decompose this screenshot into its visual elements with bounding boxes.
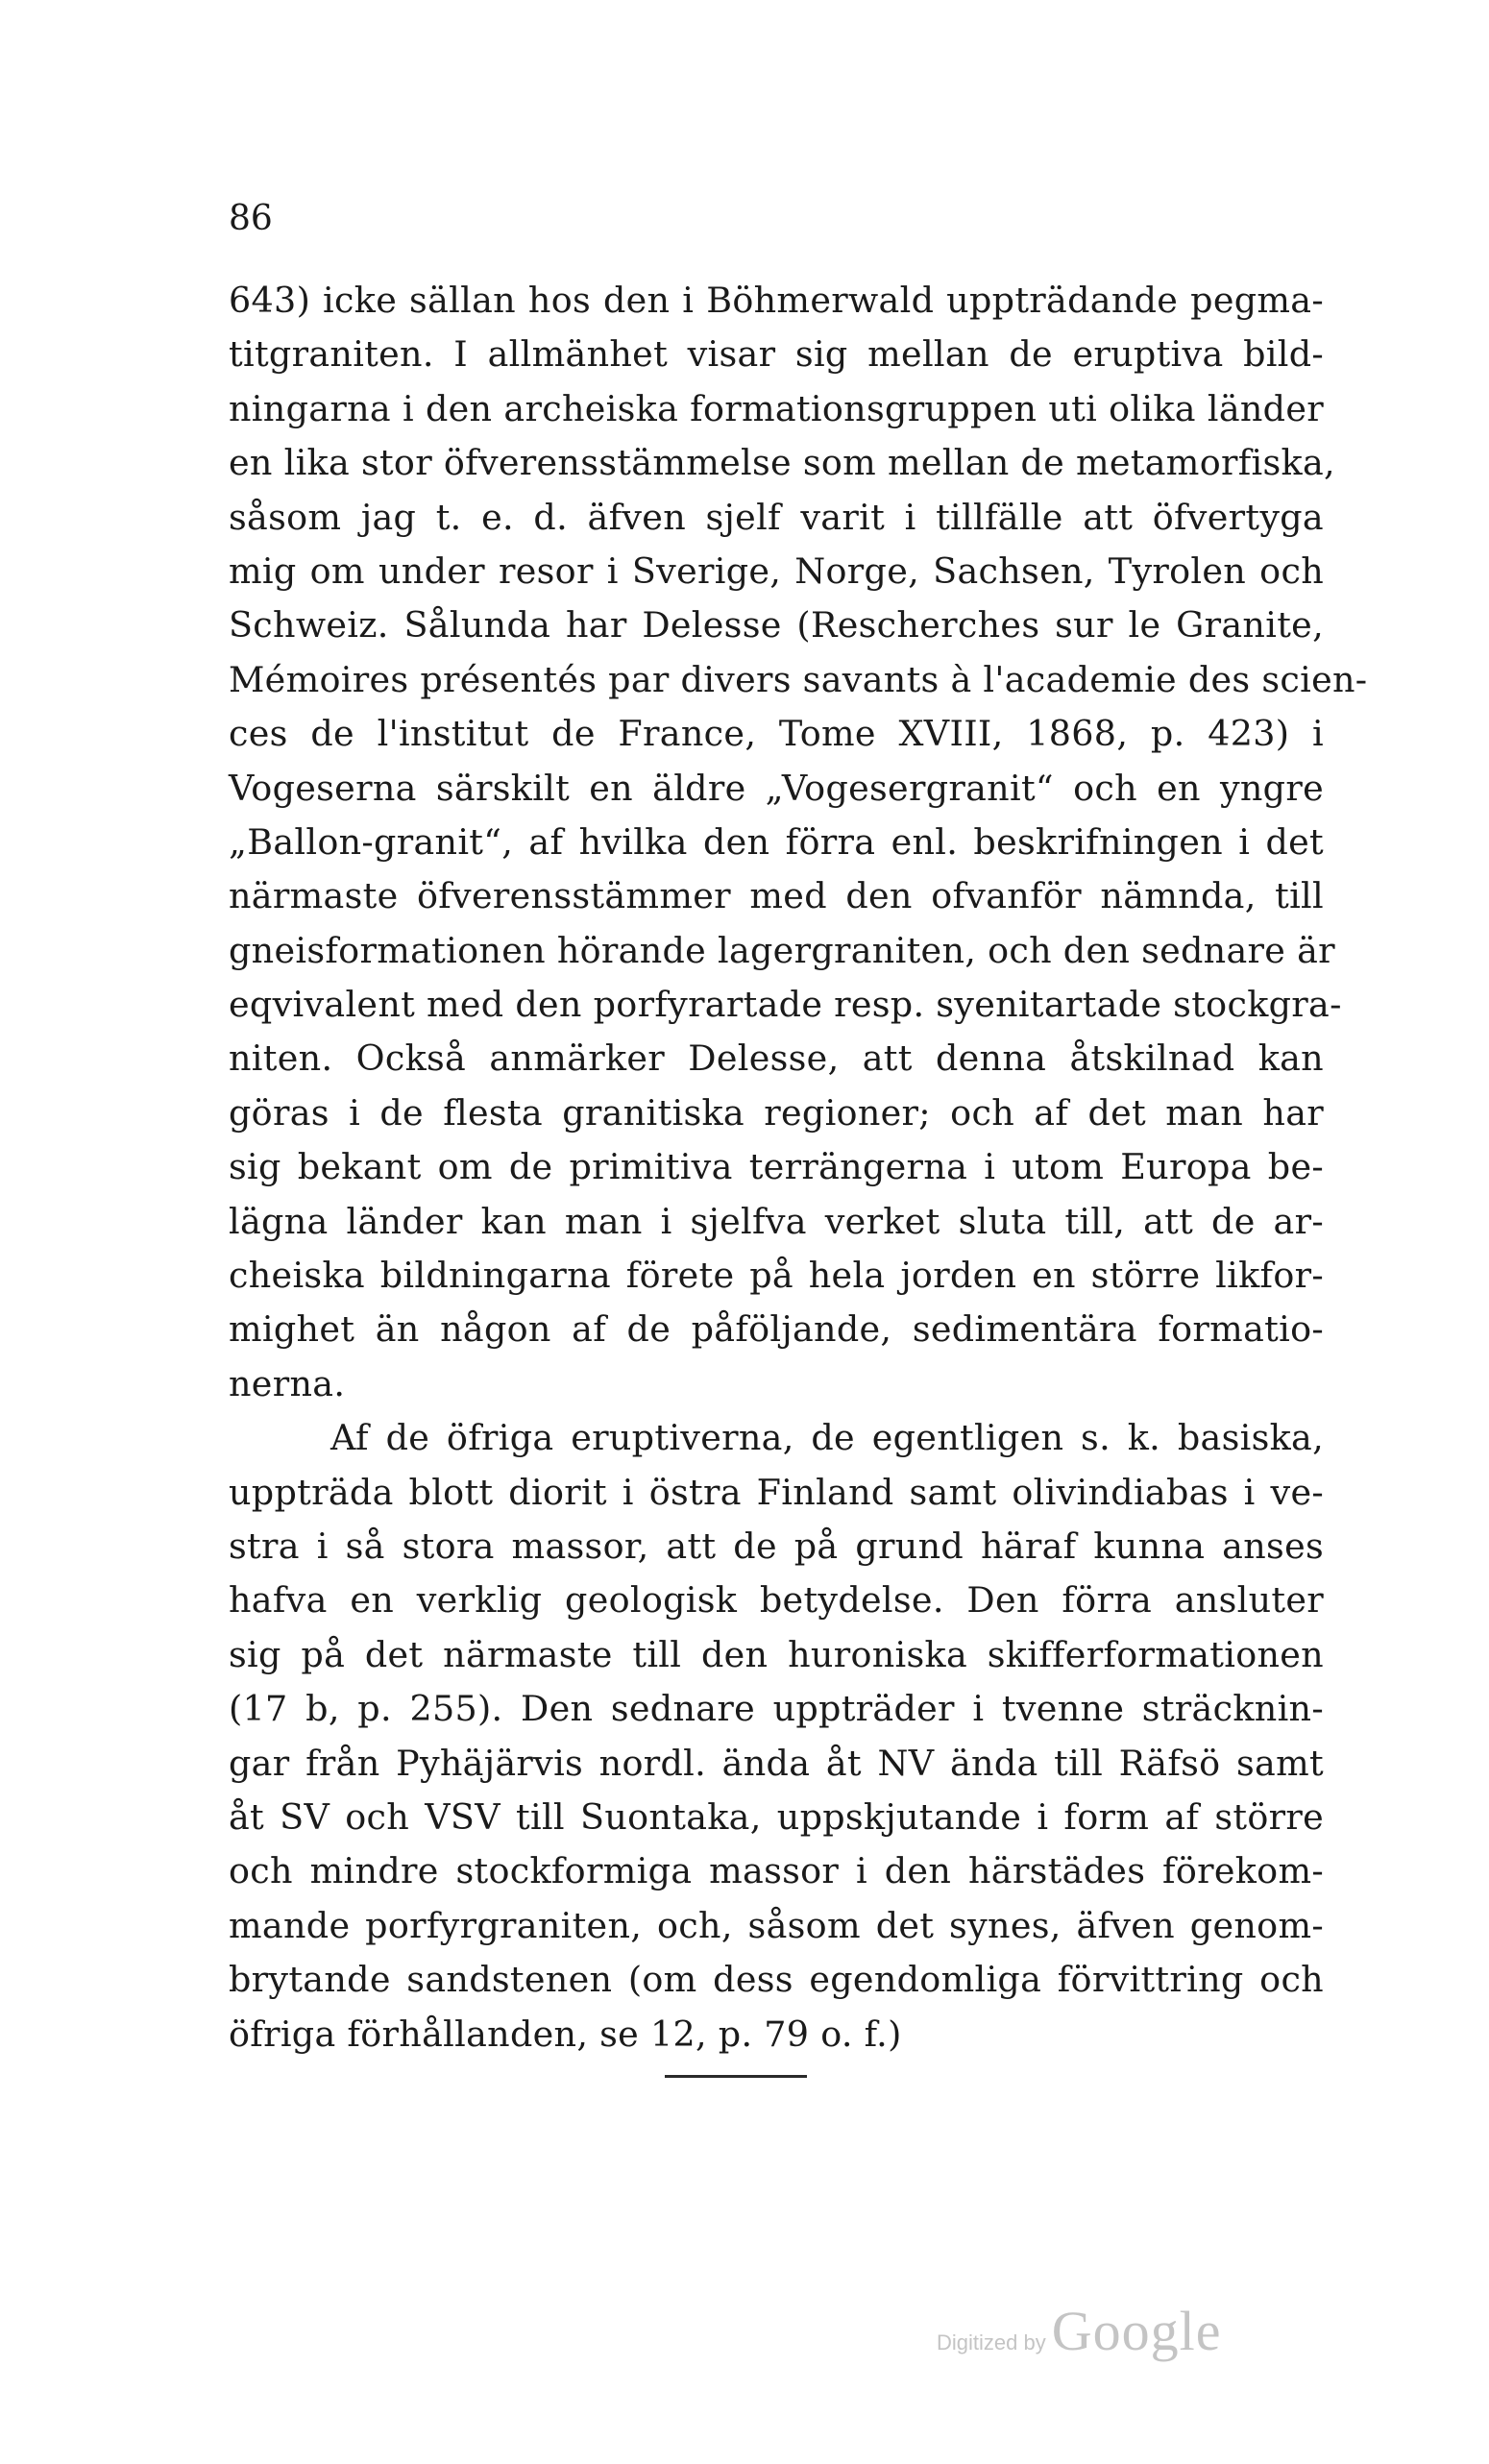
text-line: nerna. [229, 1362, 346, 1404]
text-line: niten. Också anmärker Delesse, att denna åtskilnad kan [229, 1037, 1324, 1080]
text-line: stra i så stora massor, att de på grund häraf kunna anses [229, 1525, 1324, 1567]
text-line: Schweiz. Sålunda har Delesse (Rescherches sur le Granite, [229, 604, 1324, 646]
text-line: hafva en verklig geologisk betydelse. Den förra ansluter [229, 1579, 1324, 1622]
text-line: göras i de flesta granitiska regioner; och af det man har [229, 1091, 1324, 1134]
text-line: och mindre stockformiga massor i den härstädes förekom- [229, 1850, 1324, 1892]
text-line: en lika stor öfverensstämmelse som mellan de metamorfiska, [229, 442, 1335, 484]
text-line: „Ballon-granit“, af hvilka den förra enl. beskrifningen i det [229, 820, 1324, 863]
text-line: gar från Pyhäjärvis nordl. ända åt NV ända till Räfsö samt [229, 1742, 1324, 1784]
text-line: mig om under resor i Sverige, Norge, Sachsen, Tyrolen och [229, 549, 1324, 592]
text-line: cheiska bildningarna förete på hela jorden en större likfor- [229, 1255, 1324, 1297]
watermark-logo: Google [1051, 2300, 1222, 2362]
text-line: närmaste öfverensstämmer med den ofvanför nämnda, till [229, 875, 1324, 917]
text-line: uppträda blott diorit i östra Finland samt olivindiabas i ve- [229, 1471, 1324, 1513]
text-line: (17 b, p. 255). Den sednare uppträder i tvenne sträcknin- [229, 1688, 1324, 1730]
text-line: gneisformationen hörande lagergraniten, och den sednare är [229, 929, 1335, 971]
text-line: åt SV och VSV till Suontaka, uppskjutande i form af större [229, 1795, 1324, 1838]
text-line: Vogeserna särskilt en äldre „Vogesergranit“ och en yngre [229, 767, 1324, 809]
text-line: såsom jag t. e. d. äfven sjelf varit i tillfälle att öfvertyga [229, 496, 1324, 538]
digitized-watermark [937, 2299, 1221, 2363]
text-line: titgraniten. I allmänhet visar sig mellan de eruptiva bild- [229, 333, 1324, 376]
text-line: sig på det närmaste till den huroniska skifferformationen [229, 1633, 1324, 1675]
text-line: Af de öfriga eruptiverna, de egentligen s. k. basiska, [330, 1417, 1324, 1459]
text-line: öfriga förhållanden, se 12, p. 79 o. f.) [229, 2013, 902, 2055]
text-line: Mémoires présentés par divers savants à l'academie des scien- [229, 658, 1368, 700]
watermark-prefix: Digitized by [937, 2330, 1046, 2354]
page-number: 86 [229, 199, 273, 238]
text-line: sig bekant om de primitiva terrängerna i utom Europa be- [229, 1146, 1324, 1188]
section-end-rule [665, 2075, 807, 2078]
text-line: 643) icke sällan hos den i Böhmerwald uppträdande pegma- [229, 280, 1324, 321]
text-line: ces de l'institut de France, Tome XVIII, 1868, p. 423) i [229, 713, 1324, 755]
text-line: ningarna i den archeiska formationsgruppen uti olika länder [229, 387, 1324, 429]
text-line: brytande sandstenen (om dess egendomliga förvittring och [229, 1959, 1324, 2001]
body-text [229, 274, 1368, 2061]
text-line: lägna länder kan man i sjelfva verket sluta till, att de ar- [229, 1200, 1324, 1242]
text-line: mighet än någon af de påföljande, sedimentära formatio- [229, 1308, 1324, 1351]
text-line: eqvivalent med den porfyrartade resp. syenitartade stockgra- [229, 984, 1342, 1026]
text-line: mande porfyrgraniten, och, såsom det synes, äfven genom- [229, 1904, 1324, 1946]
